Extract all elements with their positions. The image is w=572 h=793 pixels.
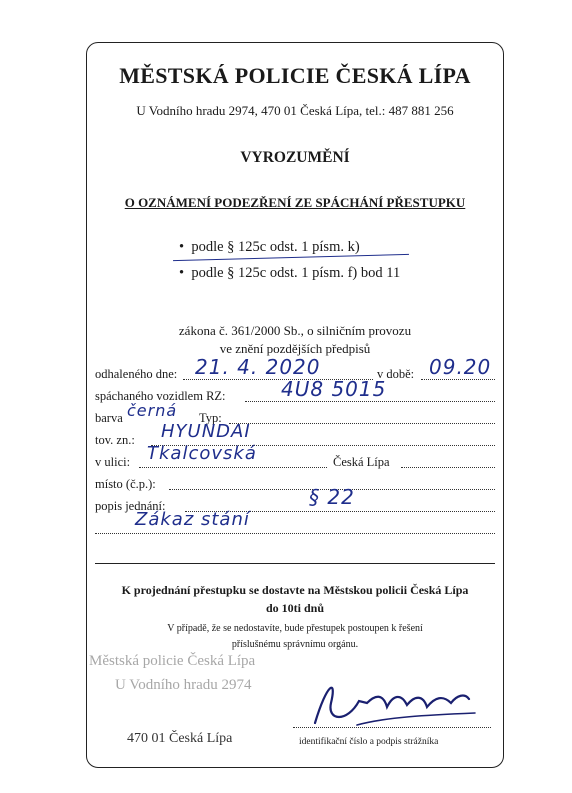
bullet-text: podle § 125c odst. 1 písm. f) bod 11: [191, 265, 401, 281]
bullet-item: • podle § 125c odst. 1 písm. f) bod 11: [179, 265, 401, 281]
dotted-line: [245, 401, 495, 402]
handwritten-section: § 22: [309, 485, 355, 509]
handwritten-description: Zákaz stání: [135, 509, 250, 530]
office-stamp-line: 470 01 Česká Lípa: [127, 731, 233, 746]
instruction-text: K projednání přestupku se dostavte na Městskou policii Česká Lípa: [121, 583, 469, 597]
handwritten-make: HYUNDAI: [161, 421, 251, 442]
field-label: Česká Lípa: [333, 455, 390, 469]
handwritten-time: 09.20: [429, 355, 492, 379]
office-stamp-line: U Vodního hradu 2974: [115, 677, 252, 693]
law-amendment: ve znění pozdějších předpisů: [219, 341, 371, 356]
field-label: v ulici:: [95, 455, 131, 469]
field-label: místo (č.p.):: [95, 477, 156, 491]
referral-note: V případě, že se nedostavíte, bude přestupek postoupen k řešení: [167, 623, 423, 634]
field-color-type: [95, 401, 495, 427]
handwritten-plate: 4U8 5015: [281, 377, 387, 401]
police-title: MĚSTSKÁ POLICIE ČESKÁ LÍPA: [119, 63, 471, 88]
field-label: v době:: [377, 367, 415, 381]
field-description-continued: [95, 509, 495, 537]
signature-line: [293, 727, 491, 728]
deadline-text: do 10ti dnů: [265, 601, 325, 615]
notice-card: [86, 42, 504, 768]
field-place: [95, 475, 495, 493]
law-reference: zákona č. 361/2000 Sb., o silničním provozu: [178, 323, 412, 338]
field-label: Typ:: [199, 411, 222, 425]
dotted-line: [139, 467, 327, 468]
office-stamp-line: Městská policie Česká Lípa: [89, 653, 256, 669]
document-subtitle: O OZNÁMENÍ PODEZŘENÍ ZE SPÁCHÁNÍ PŘESTUPKU: [124, 195, 466, 210]
field-label: popis jednání:: [95, 499, 166, 513]
officer-signature: [297, 673, 497, 733]
signature-caption: identifikační číslo a podpis strážníka: [299, 737, 439, 747]
dotted-line: [401, 467, 495, 468]
field-street: [95, 443, 495, 471]
bullet-text: podle § 125c odst. 1 písm. k): [191, 239, 360, 255]
referral-note-continued: příslušnému správnímu orgánu.: [231, 639, 359, 650]
dotted-line: [229, 423, 495, 424]
field-label: tov. zn.:: [95, 433, 135, 447]
police-address: U Vodního hradu 2974, 470 01 Česká Lípa, tel.: 487 881 256: [136, 103, 454, 118]
handwritten-street: Tkalcovská: [147, 443, 257, 464]
section-divider: [95, 563, 495, 564]
bullet-item: • podle § 125c odst. 1 písm. k): [179, 239, 360, 255]
document-title: VYROZUMĚNÍ: [240, 149, 350, 166]
handwritten-date: 21. 4. 2020: [195, 355, 321, 379]
field-label: spáchaného vozidlem RZ:: [95, 389, 226, 403]
field-label: barva: [95, 411, 123, 425]
field-label: odhaleného dne:: [95, 367, 178, 381]
dotted-line: [95, 533, 495, 534]
handwritten-color: černá: [127, 401, 178, 420]
dotted-line: [421, 379, 495, 380]
